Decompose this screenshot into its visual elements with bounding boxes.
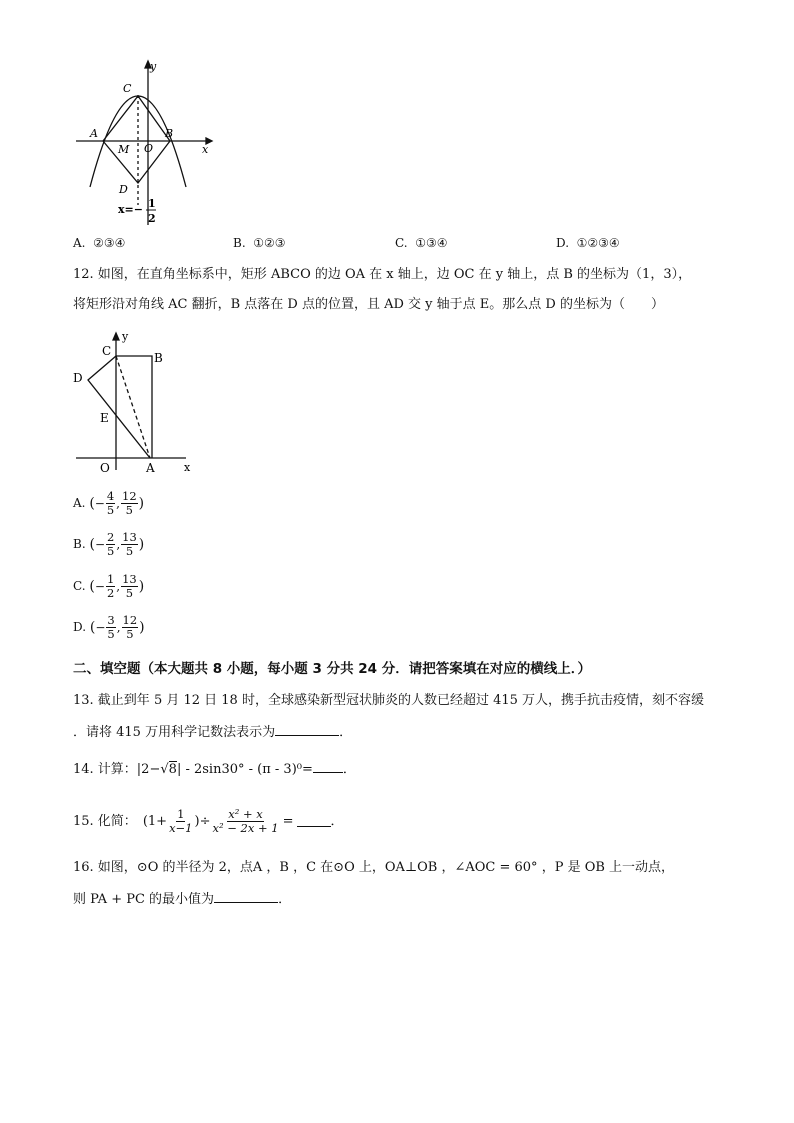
label-A: A [146,461,155,475]
comma: , [116,537,121,552]
paren-close: ) [139,619,145,636]
q11-option-b [233,234,286,252]
answer-blank [297,816,331,827]
q16-line2 [73,890,291,909]
q13-line2 [73,723,352,742]
q15-open: (1+ [142,813,168,829]
label-x-eq: x=− [118,203,143,216]
q12-line2: 将矩形沿对角线 AC 翻折，B 点落在 D 点的位置，且 AD 交 y 轴于点 E。那么点 D 的坐标为（ ） [73,297,664,312]
q16-line1: 16. 如图，⊙O 的半径为 2，点A ，B ，C 在⊙O 上，OA⊥OB ，∠AOC = 60° ，P 是 OB 上一动点， [73,860,675,875]
label-C: C [123,82,132,95]
q13-line1: 13. 截止到年 5 月 12 日 18 时，全球感染新型冠状肺炎的人数已经超过 415 万人，携手抗击疫情，刻不容缓 [73,693,705,708]
label-D: D [73,371,83,385]
q13-end: ． [339,725,353,740]
answer-blank [313,760,343,773]
q11-figure [70,55,220,230]
q13-line2-text: ．请将 415 万用科学记数法表示为 [73,725,276,740]
q12-option-d [73,614,145,641]
fraction: $\frac{12}{5}$ [122,613,138,641]
option-letter: A. [73,236,86,250]
q16-line2-text: 则 PA + PC 的最小值为 [73,892,215,907]
y-axis-arrow [113,333,119,340]
q12-option-c [73,573,144,600]
q12-line1: 12. 如图，在直角坐标系中，矩形 ABCO 的边 OA 在 x 轴上，边 OC 在 y 轴上，点 B 的坐标为（1，3）， [73,267,692,282]
paren-open: ( [89,578,95,595]
label-C: C [102,344,112,358]
option-text: ①②③ [253,236,286,250]
q15-prefix: 15. 化简： [73,813,137,829]
paren-close: ) [138,578,145,595]
fraction-1 [168,808,193,835]
q15-end: ． [330,813,344,829]
fraction: $\frac{13}{5}$ [122,572,137,600]
option-letter: A. [73,496,86,510]
minus-sign: − [94,537,105,552]
option-letter: B. [73,537,86,551]
label-E: E [100,411,109,425]
q14-line [73,760,356,779]
paren-close: ) [138,536,145,553]
label-x: x [202,143,209,156]
paren-open: ( [89,619,96,636]
comma: , [116,496,120,511]
fold-triangle [88,356,150,458]
diagonal-ac [116,356,150,458]
q15-close-div: )÷ [194,813,211,829]
label-frac-num: 1 [148,197,156,210]
fraction: $\frac{4}{5}$ [106,489,115,517]
label-M: M [118,143,130,156]
paren-open: ( [89,495,95,512]
label-x: x [184,461,191,474]
denominator: x² − 2x + 1 [212,821,279,835]
option-text: ①③④ [415,236,448,250]
denominator: x−1 [169,821,193,835]
fraction: $\frac{2}{5}$ [107,530,115,558]
fraction-2 [211,808,279,835]
q11-option-c [395,234,448,252]
answer-blank [275,723,339,736]
radicand: 8 [168,762,177,777]
option-letter: D. [556,236,570,250]
sqrt-sign: √ [160,762,169,777]
q12-option-a [73,490,144,517]
option-text: ②③④ [93,236,126,250]
label-A: A [90,127,98,140]
q15-eq: = [282,813,294,829]
numerator: 1 [177,807,185,821]
label-frac-den: 2 [148,212,156,225]
fraction: $\frac{3}{5}$ [107,613,115,641]
q12-option-b [73,531,144,558]
label-D: D [119,183,128,196]
fraction: $\frac{1}{2}$ [106,572,115,600]
label-y: y [150,60,157,73]
q14-rest: | - 2sin30° - (π - 3)⁰= [176,762,313,777]
fraction: $\frac{12}{5}$ [122,489,137,517]
fraction: $\frac{13}{5}$ [122,530,137,558]
q14-end: ． [342,762,356,777]
q12-figure [70,328,210,476]
option-text: ①②③④ [576,236,620,250]
comma: , [116,579,121,594]
option-letter: B. [233,236,246,250]
minus-sign: − [94,496,105,511]
paren-open: ( [89,536,95,553]
option-letter: C. [73,579,86,593]
minus-sign: − [94,579,105,594]
q14-prefix: 14. 计算：|2− [73,762,161,777]
minus-sign: − [95,620,106,635]
q11-option-a [73,234,125,252]
paren-close: ) [138,495,145,512]
option-letter: C. [395,236,408,250]
option-letter: D. [73,620,87,634]
section-title: 二、填空题（本大题共 8 小题，每小题 3 分共 24 分．请把答案填在对应的横线上．） [73,661,592,677]
rhombus [103,96,170,183]
answer-blank [214,890,278,903]
label-O: O [144,142,154,155]
comma: , [116,620,121,635]
q15-line [73,808,344,835]
label-B: B [154,351,163,365]
label-B: B [165,127,174,140]
q16-end: ． [278,892,292,907]
label-O: O [100,461,110,475]
numerator: x² + x [228,807,263,821]
label-y: y [122,330,129,343]
q11-option-d [556,234,620,252]
